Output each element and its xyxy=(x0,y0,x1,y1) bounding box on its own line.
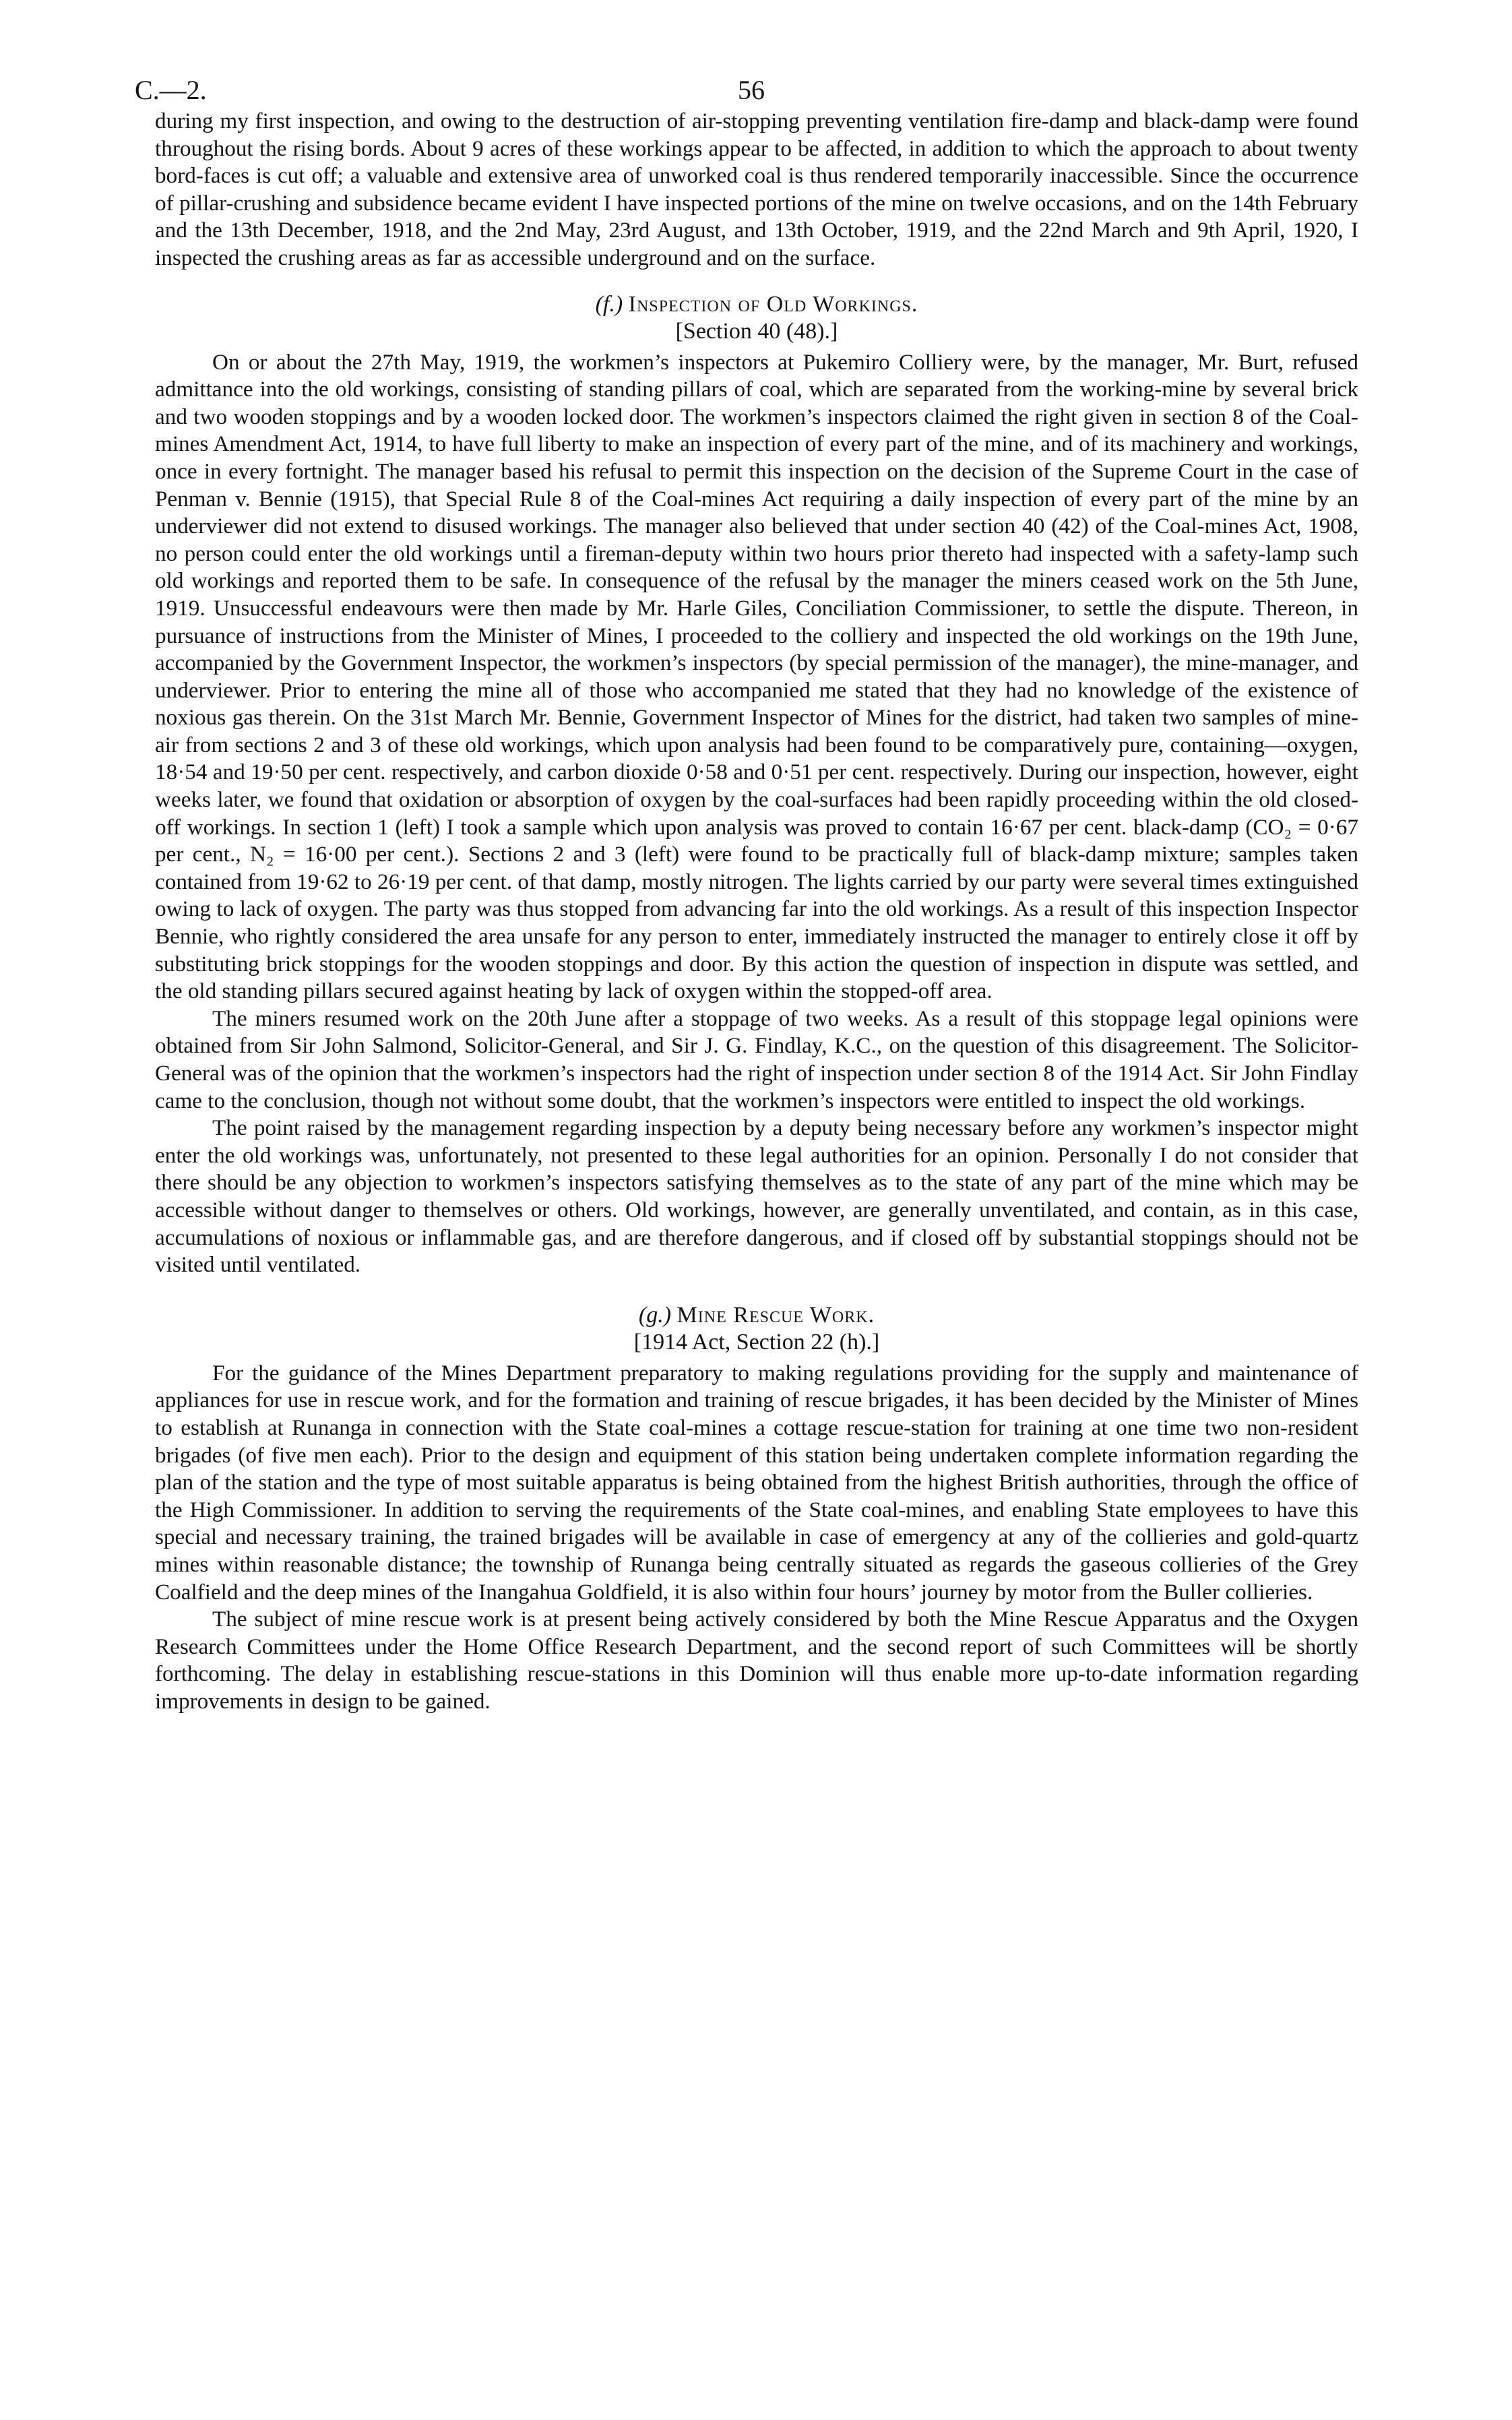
section-g-heading xyxy=(155,1302,1358,1329)
paragraph-continued: during my first inspection, and owing to the destruction of air-stopping preventing ventilation fire-damp and black-damp were found throughout the rising bords. About 9 acres of these workings appear to be affected, in addition to which the approach to about twenty bord-faces is cut off; a valuable and extensive area of unworked coal is thus rendered temporarily inaccessible. Since the occurrence of pillar-crushing and subsidence became evident I have inspected portions of the mine on twelve occasions, and on the 14th February and the 13th December, 1918, and the 2nd May, 23rd August, and 13th October, 1919, and the 22nd March and 9th April, 1920, I inspected the crushing areas as far as accessible underground and on the surface. xyxy=(155,108,1358,270)
section-f-title: Inspection of Old Workings. xyxy=(628,291,918,317)
section-g-paragraph: For the guidance of the Mines Department preparatory to making regulations providing for the supply and maintenance of appliances for use in rescue work, and for the formation and training of rescue brigades, it has been decided by the Minister of Mines to establish at Runanga in connection with the State coal-mines a cottage rescue-station for training at one time two non-resident brigades (of five men each). Prior to the design and equipment of this station being undertaken complete information regarding the plan of the station and the type of most suitable apparatus is being obtained from the highest British authorities, through the office of the High Commissioner. In addition to serving the requirements of the State coal-mines, and enabling State employees to have this special and necessary training, the trained brigades will be available in case of emergency at any of the collieries and gold-quartz mines within reasonable distance; the township of Runanga being centrally situated as regards the gaseous collieries of the Grey Coalfield and the deep mines of the Inangahua Goldfield, it is also within four hours’ journey by motor from the Buller collieries. xyxy=(155,1360,1358,1605)
section-f-marker: (f.) xyxy=(595,291,623,317)
section-g-paragraph: The subject of mine rescue work is at present being actively considered by both the Mine Rescue Apparatus and the Oxygen Research Committees under the Home Office Research Department, and the second report of such Committees will be shortly forthcoming. The delay in establishing rescue-stations in this Dominion will thus enable more up-to-date information regarding improvements in design to be gained. xyxy=(155,1607,1358,1714)
page-number: 56 xyxy=(738,75,765,105)
document-reference: C.—2. xyxy=(135,75,207,105)
section-f-paragraph: The miners resumed work on the 20th June after a stoppage of two weeks. As a result of this stoppage legal opinions were obtained from Sir John Salmond, Solicitor-General, and Sir J. G. Findlay, K.C., on the question of this disagreement. The Solicitor-General was of the opinion that the workmen’s inspectors had the right of inspection under section 8 of the 1914 Act. Sir John Findlay came to the conclusion, though not without some doubt, that the workmen’s inspectors were entitled to inspect the old workings. xyxy=(155,1005,1358,1113)
section-f-subtitle: [Section 40 (48).] xyxy=(675,318,838,344)
page-header xyxy=(135,54,1358,108)
section-g-subtitle: [1914 Act, Section 22 (h).] xyxy=(633,1329,880,1355)
section-g-title: Mine Rescue Work. xyxy=(676,1302,875,1328)
section-g-marker: (g.) xyxy=(638,1302,672,1328)
document-page xyxy=(135,54,1358,1715)
body-text xyxy=(155,108,1358,1715)
section-f-heading xyxy=(155,291,1358,318)
section-f-paragraph: The point raised by the management regarding inspection by a deputy being necessary before any workmen’s inspector might enter the old workings was, unfortunately, not presented to these legal authorities for an opinion. Personally I do not consider that there should be any objection to workmen’s inspectors satisfying themselves as to the state of any part of the mine which may be accessible without danger to themselves or others. Old workings, however, are generally unventilated, and contain, as in this case, accumulations of noxious or inflammable gas, and are therefore dangerous, and if closed off by substantial stoppings should not be visited until ventilated. xyxy=(155,1115,1358,1278)
section-f-paragraph: On or about the 27th May, 1919, the workmen’s inspectors at Pukemiro Colliery were, by the manager, Mr. Burt, refused admittance into the old workings, consisting of standing pillars of coal, which are separated from the working-mine by several brick and two wooden stoppings and by a wooden locked door. The workmen’s inspectors claimed the right given in section 8 of the Coal-mines Amendment Act, 1914, to have full liberty to make an inspection of every part of the mine, and of its machinery and workings, once in every fortnight. The manager based his refusal to permit this inspection on the decision of the Supreme Court in the case of Penman v. Bennie (1915), that Special Rule 8 of the Coal-mines Act requiring a daily inspection of every part of the mine by an underviewer did not extend to disused workings. The manager also believed that under section 40 (42) of the Coal-mines Act, 1908, no person could enter the old workings until a fireman-deputy within two hours prior thereto had inspected with a safety-lamp such old workings and reported them to be safe. In consequence of the refusal by the manager the miners ceased work on the 5th June, 1919. Unsuccessful endeavours were then made by Mr. Harle Giles, Conciliation Commissioner, to settle the dispute. Thereon, in pursuance of instructions from the Minister of Mines, I proceeded to the colliery and inspected the old workings on the 19th June, accompanied by the Government Inspector, the workmen’s inspectors (by special permission of the manager), the mine-manager, and underviewer. Prior to entering the mine all of those who accompanied me stated that they had no knowledge of the existence of noxious gas therein. On the 31st March Mr. Bennie, Government Inspector of Mines for the district, had taken two samples of mine-air from sections 2 and 3 of these old workings, which upon analysis had been found to be comparatively pure, containing—oxygen, 18·54 and 19·50 per cent. respectively, and carbon dioxide 0·58 and 0·51 per cent. respectively. During our inspection, however, eight weeks later, we found that oxidation or absorption of oxygen by the coal-surfaces had been rapidly proceeding within the old closed-off workings. In section 1 (left) I took a sample which upon analysis was proved to contain 16·67 per cent. black-damp (CO₂ = 0·67 per cent., N₂ = 16·00 per cent.). Sections 2 and 3 (left) were found to be practically full of black-damp mixture; samples taken contained from 19·62 to 26·19 per cent. of that damp, mostly nitrogen. The lights carried by our party were several times extinguished owing to lack of oxygen. The party was thus stopped from advancing far into the old workings. As a result of this inspection Inspector Bennie, who rightly considered the area unsafe for any person to enter, immediately instructed the manager to entirely close it off by substituting brick stoppings for the wooden stoppings and door. By this action the question of inspection in dispute was settled, and the old standing pillars secured against heating by lack of oxygen within the stopped-off area. xyxy=(155,349,1358,1004)
